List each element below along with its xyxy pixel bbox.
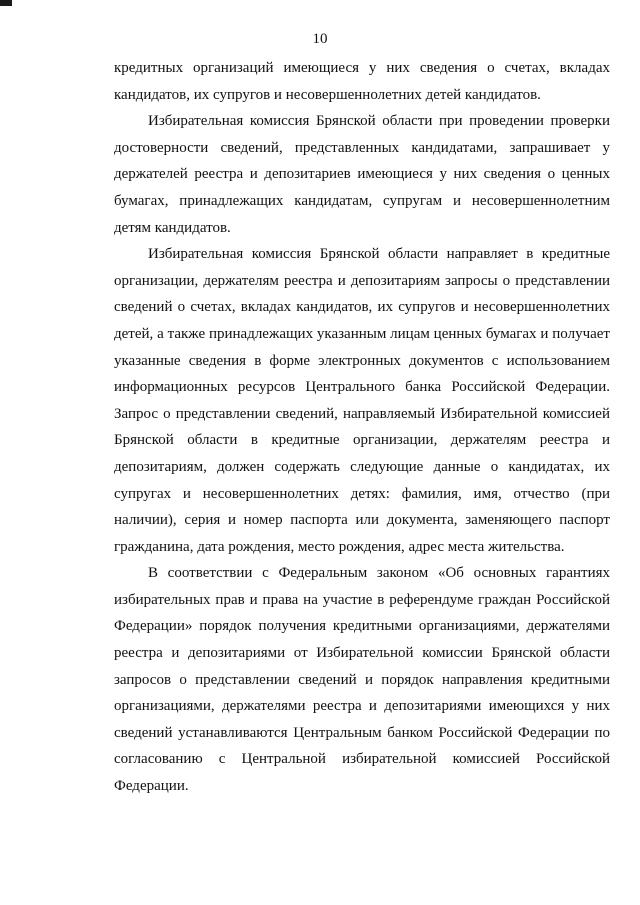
document-body — [114, 55, 610, 800]
scan-corner-mark — [0, 0, 12, 6]
page-number: 10 — [312, 31, 328, 47]
paragraph-verification: Избирательная комиссия Брянской области при проведении проверки достоверности сведений, представленных кандидатами, запрашивает у держателей реестра и депозитариев имеющиеся у них сведения о ценных бумагах, принадлежащих кандидатам, супругам и несовершеннолетним детям кандидатов. — [114, 113, 610, 236]
paragraph-federal-law: В соответствии с Федеральным законом «Об основных гарантиях избирательных прав и права на участие в референдуме граждан Российской Федерации» порядок получения кредитными организациями, держателями реестра и депозитариями от Избирательной комиссии Брянской области запросов о представлении сведений и порядок направления кредитными организациями, держателями реестра и депозитариями имеющихся у них сведений устанавливаются Центральным банком Российской Федерации по согласованию с Центральной избирательной комиссией Российской Федерации. — [114, 565, 610, 795]
paragraph-requests: Избирательная комиссия Брянской области направляет в кредитные организации, держателям реестра и депозитариям запросы о представлении сведений о счетах, вкладах кандидатов, их супругов и несовершеннолетних детей, а также принадлежащих указанным лицам ценных бумагах и получает указанные сведения в форме электронных документов с использованием информационных ресурсов Центрального банка Российской Федерации. Запрос о представлении сведений, направляемый Избирательной комиссией Брянской области в кредитные организации, держателям реестра и депозитариям, должен содержать следующие данные о кандидатах, их супругах и несовершеннолетних детях: фамилия, имя, отчество (при наличии), серия и номер паспорта или документа, заменяющего паспорт гражданина, дата рождения, место рождения, адрес места жительства. — [114, 246, 610, 555]
paragraph-continued: кредитных организаций имеющиеся у них сведения о счетах, вкладах кандидатов, их супругов и несовершеннолетних детей кандидатов. — [114, 60, 610, 103]
